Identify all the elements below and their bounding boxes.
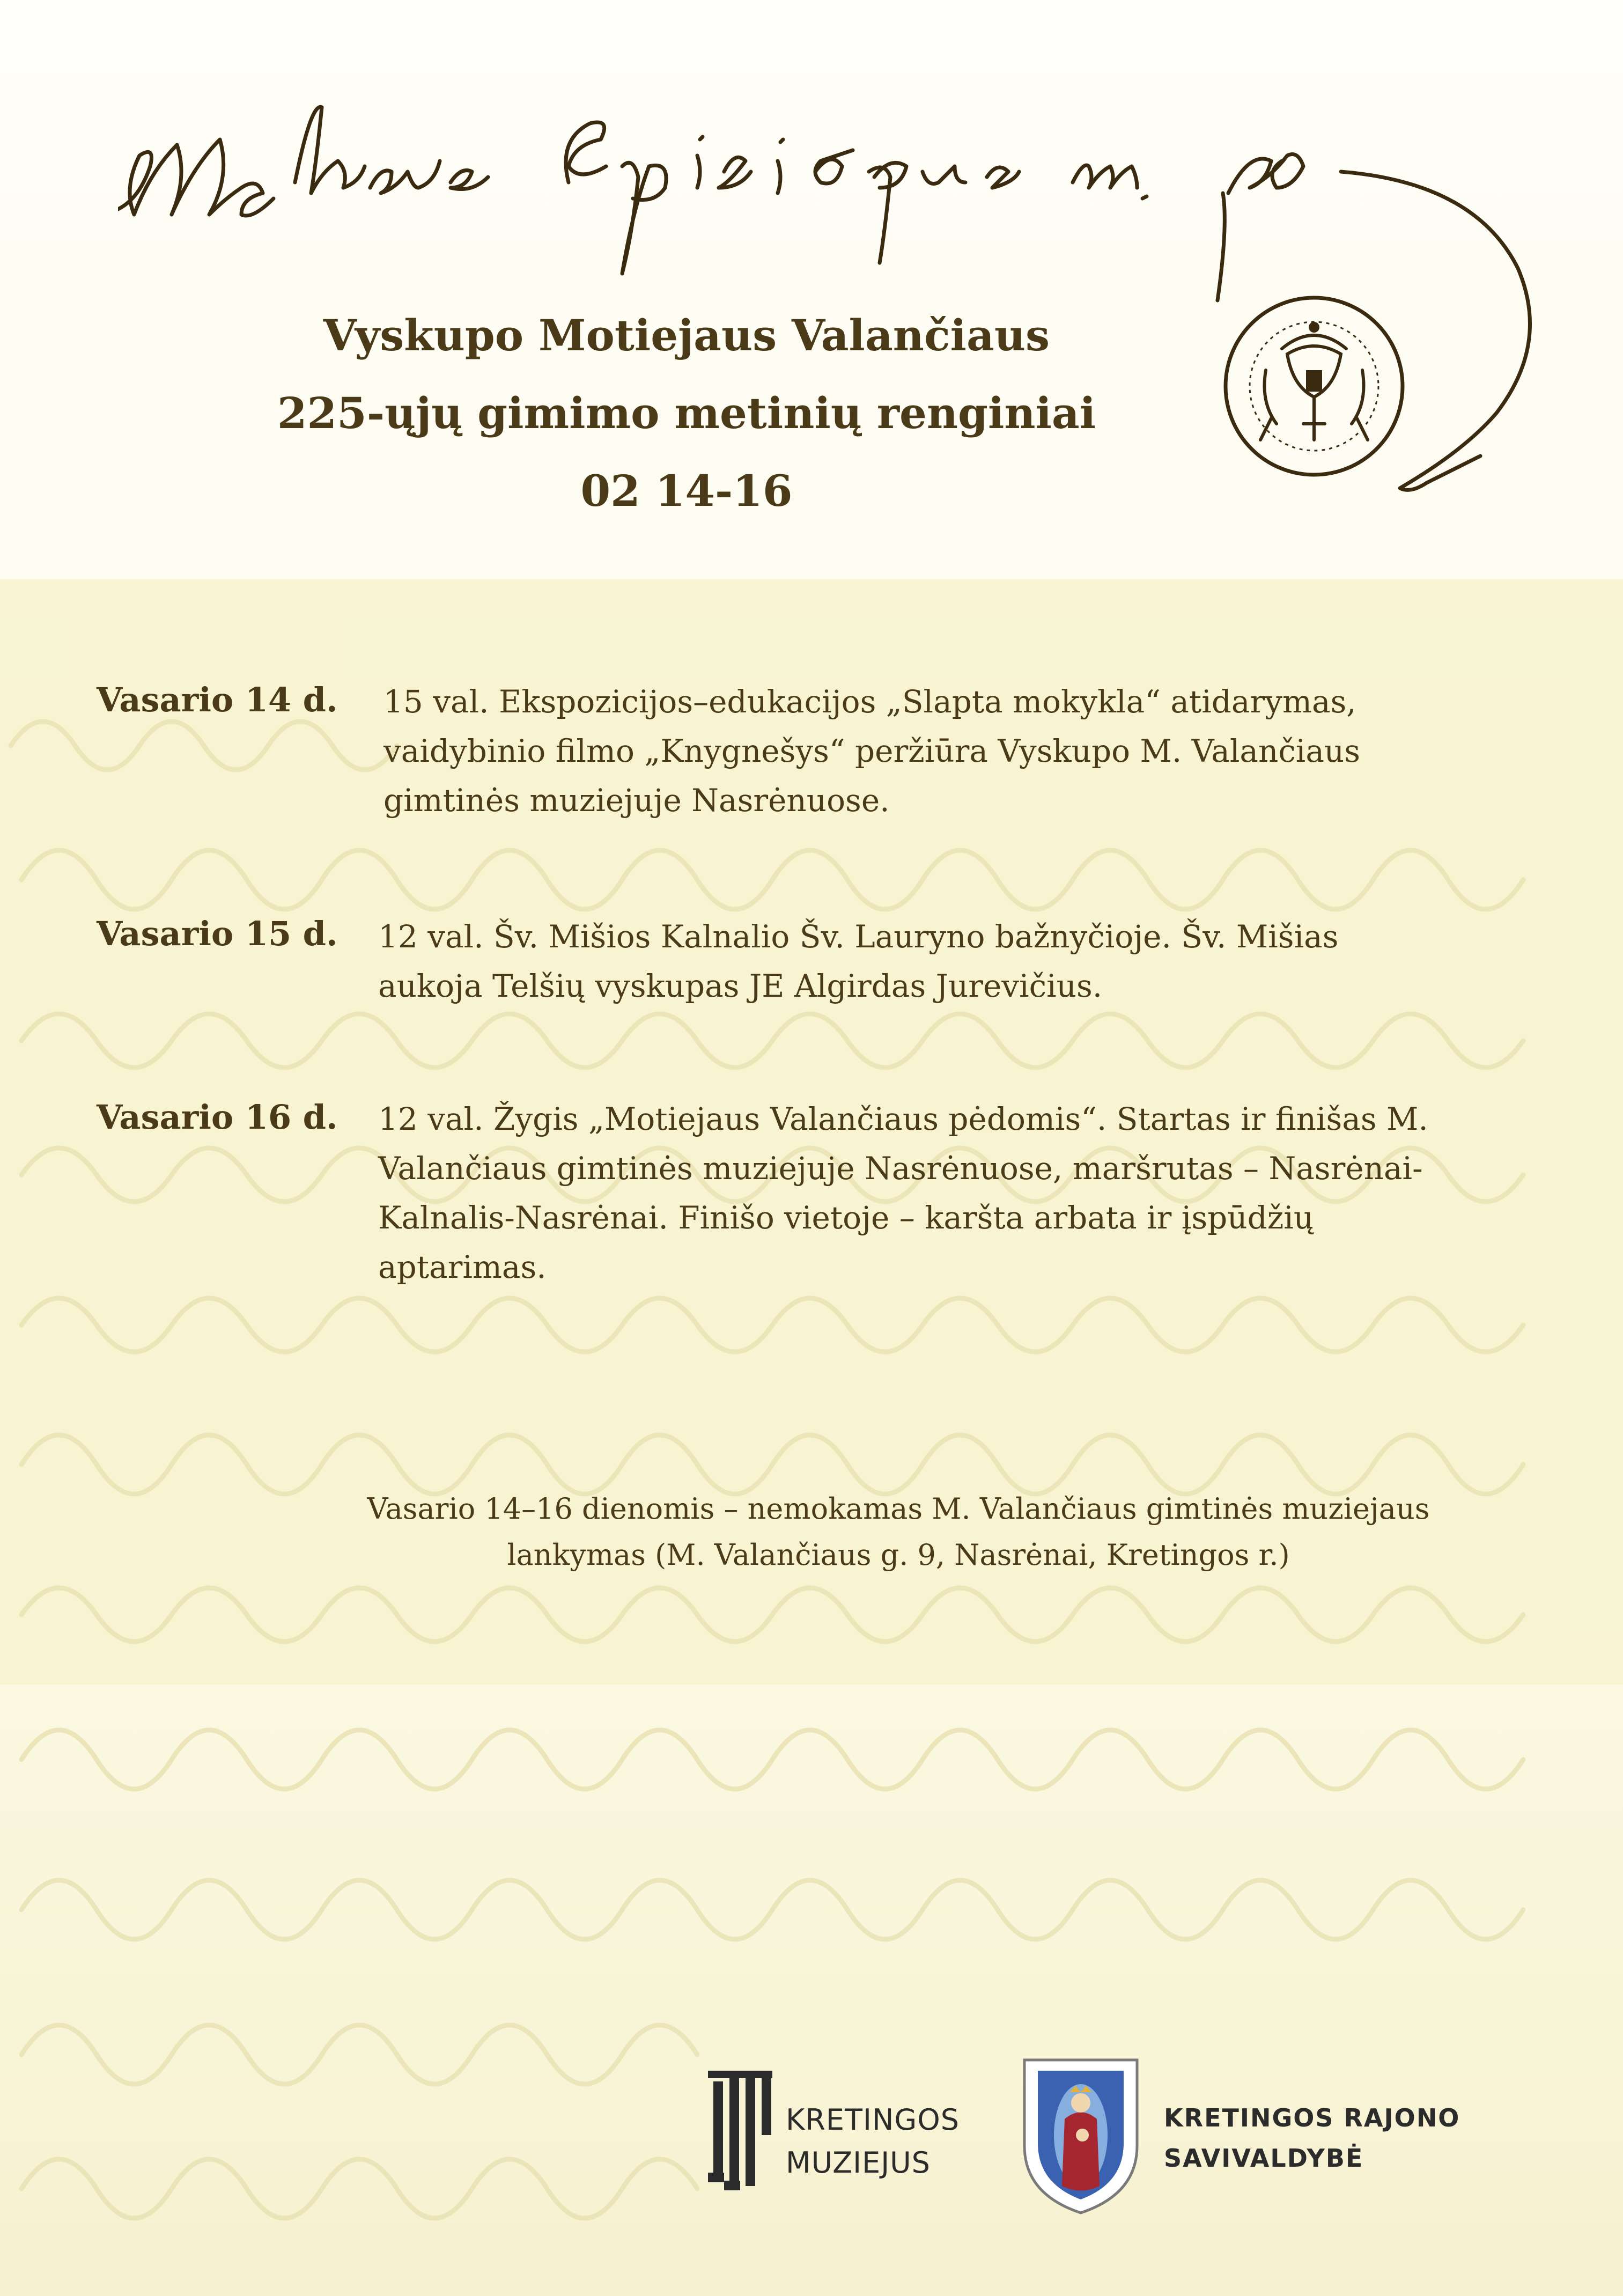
museum-bars-icon (708, 2071, 778, 2194)
kretingos-savivaldybe-logo (1019, 2055, 1555, 2216)
event-day: Vasario 16 d. (97, 1098, 338, 1137)
event-description: 12 val. Šv. Mišios Kalnalio Šv. Lauryno bažnyčioje. Šv. Mišias aukoja Telšių vyskupas JE Algirdas Jurevičius. (378, 918, 1339, 1004)
kretingos-muziejus-logo (708, 2065, 965, 2194)
museum-name-line-2: MUZIEJUS (786, 2146, 931, 2180)
coat-of-arms-icon (1019, 2055, 1142, 2216)
title-line-1: Vyskupo Motiejaus Valančiaus (323, 310, 1050, 360)
free-visit-note: Vasario 14–16 dienomis – nemokamas M. Valančiaus gimtinės muziejaus lankymas (M. Valančiaus g. 9, Nasrėnai, Kretingos r.) (367, 1492, 1430, 1572)
event-description: 15 val. Ekspozicijos–edukacijos „Slapta mokykla“ atidarymas, vaidybinio filmo „Knygnešys“ peržiūra Vyskupo M. Valančiaus gimtinės muziejuje Nasrėnuose. (383, 683, 1361, 819)
event-day: Vasario 15 d. (97, 914, 338, 953)
municipality-name-line-1: KRETINGOS RAJONO (1164, 2103, 1460, 2132)
event-day: Vasario 14 d. (97, 680, 338, 719)
event-description: 12 val. Žygis „Motiejaus Valančiaus pėdomis“. Startas ir finišas M. Valančiaus gimtinės muziejuje Nasrėnuose, maršrutas – Nasrėnai-Kalnalis-Nasrėnai. Finišo vietoje – karšta arbata ir įspūdžių aptarimas. (378, 1101, 1428, 1285)
date-range: 02 14-16 (580, 466, 793, 516)
title-line-2: 225-ųjų gimimo metinių renginiai (277, 388, 1096, 438)
museum-name-line-1: KRETINGOS (786, 2103, 960, 2137)
municipality-name-line-2: SAVIVALDYBĖ (1164, 2144, 1364, 2173)
